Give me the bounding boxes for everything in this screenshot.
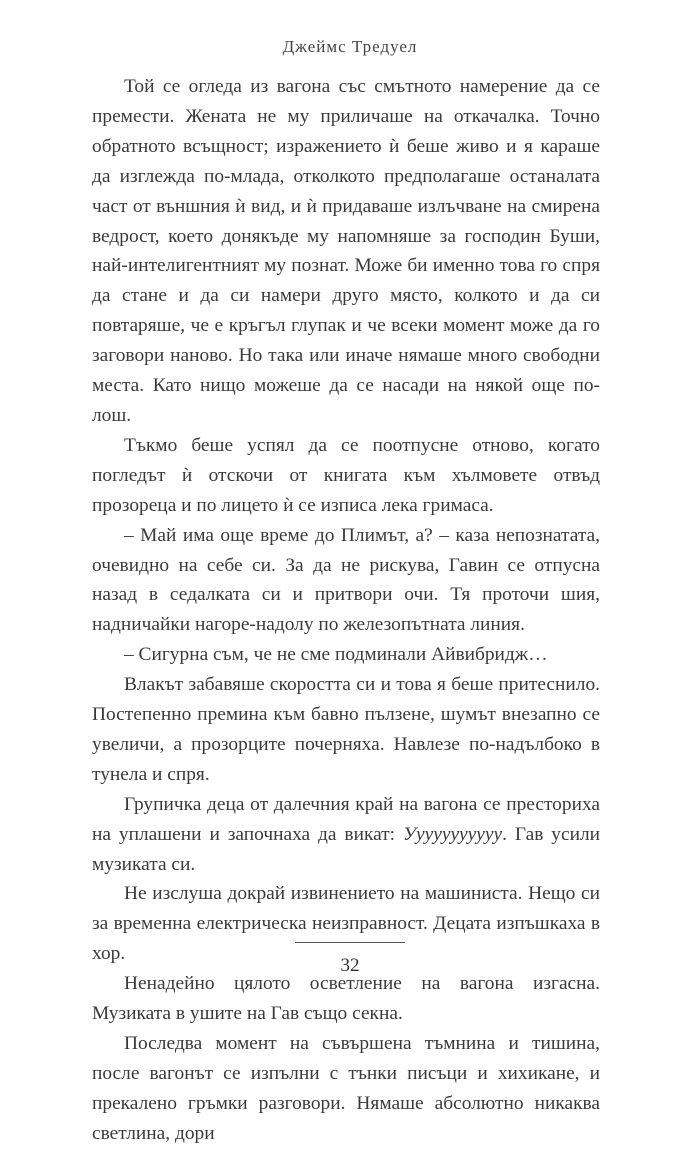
paragraph-text: . Гав усили музиката си. <box>92 823 600 875</box>
running-header: Джеймс Тредуел <box>282 37 418 56</box>
italic-scream: Ууууууууууу <box>402 823 503 845</box>
paragraph: Тъкмо беше успял да се поотпусне отново, когато погледът ѝ отскочи от книгата към хълмовете отвъд прозореца и по лицето ѝ се изписа лека гримаса. <box>92 434 600 516</box>
paragraph: – Сигурна съм, че не сме подминали Айвибридж… <box>124 644 548 666</box>
paragraph-text: Групичка деца от далечния край на вагона се престориха на уплашени и започнаха да викат: <box>92 793 600 845</box>
body-text <box>92 72 600 1149</box>
paragraph: Влакът забавяше скоростта си и това я беше притеснило. Постепенно премина към бавно пълзене, шумът внезапно се увеличи, а прозорците почерняха. Навлезе по-надълбоко в тунела и спря. <box>92 674 600 785</box>
paragraph: – Май има още време до Плимът, а? – каза непознатата, очевидно на себе си. За да не рискува, Гавин се отпусна назад в седалката си и притвори очи. Тя проточи шия, надничайки нагоре-надолу по железопътната линия. <box>92 524 600 636</box>
paragraph: Той се огледа из вагона със смътното намерение да се премести. Жената не му приличаше на откачалка. Точно обратното всъщност; изражението ѝ беше живо и я караше да изглежда по-млада, отколкото предполагаше останалата част от външния ѝ вид, и ѝ придаваше излъчване на смирена ведрост, което донякъде му напомняше за господин Буши, най-интелигентният му познат. Може би именно това го спря да стане и да си намери друго място, колкото и да си повтаряше, че е кръгъл глупак и че всеки момент може да го заговори наново. Но така или иначе нямаше много свободни места. Като нищо можеше да се насади на някой още по-лош. <box>92 76 600 426</box>
paragraph: Последва момент на съвършена тъмнина и тишина, после вагонът се изпълни с тънки писъци и хихикане, и прекалено гръмки разговори. Нямаше абсолютно никаква светлина, дори <box>92 1033 600 1144</box>
paragraph: Не изслуша докрай извинението на машиниста. Нещо си за временна електрическа неизправност. Децата изпъшкаха в хор. <box>92 883 600 965</box>
paragraph <box>92 790 600 880</box>
page-number: 32 <box>340 955 360 976</box>
paragraph: Ненадейно цялото осветление на вагона изгасна. Музиката в ушите на Гав също секна. <box>92 973 600 1025</box>
footer-divider <box>295 942 405 943</box>
